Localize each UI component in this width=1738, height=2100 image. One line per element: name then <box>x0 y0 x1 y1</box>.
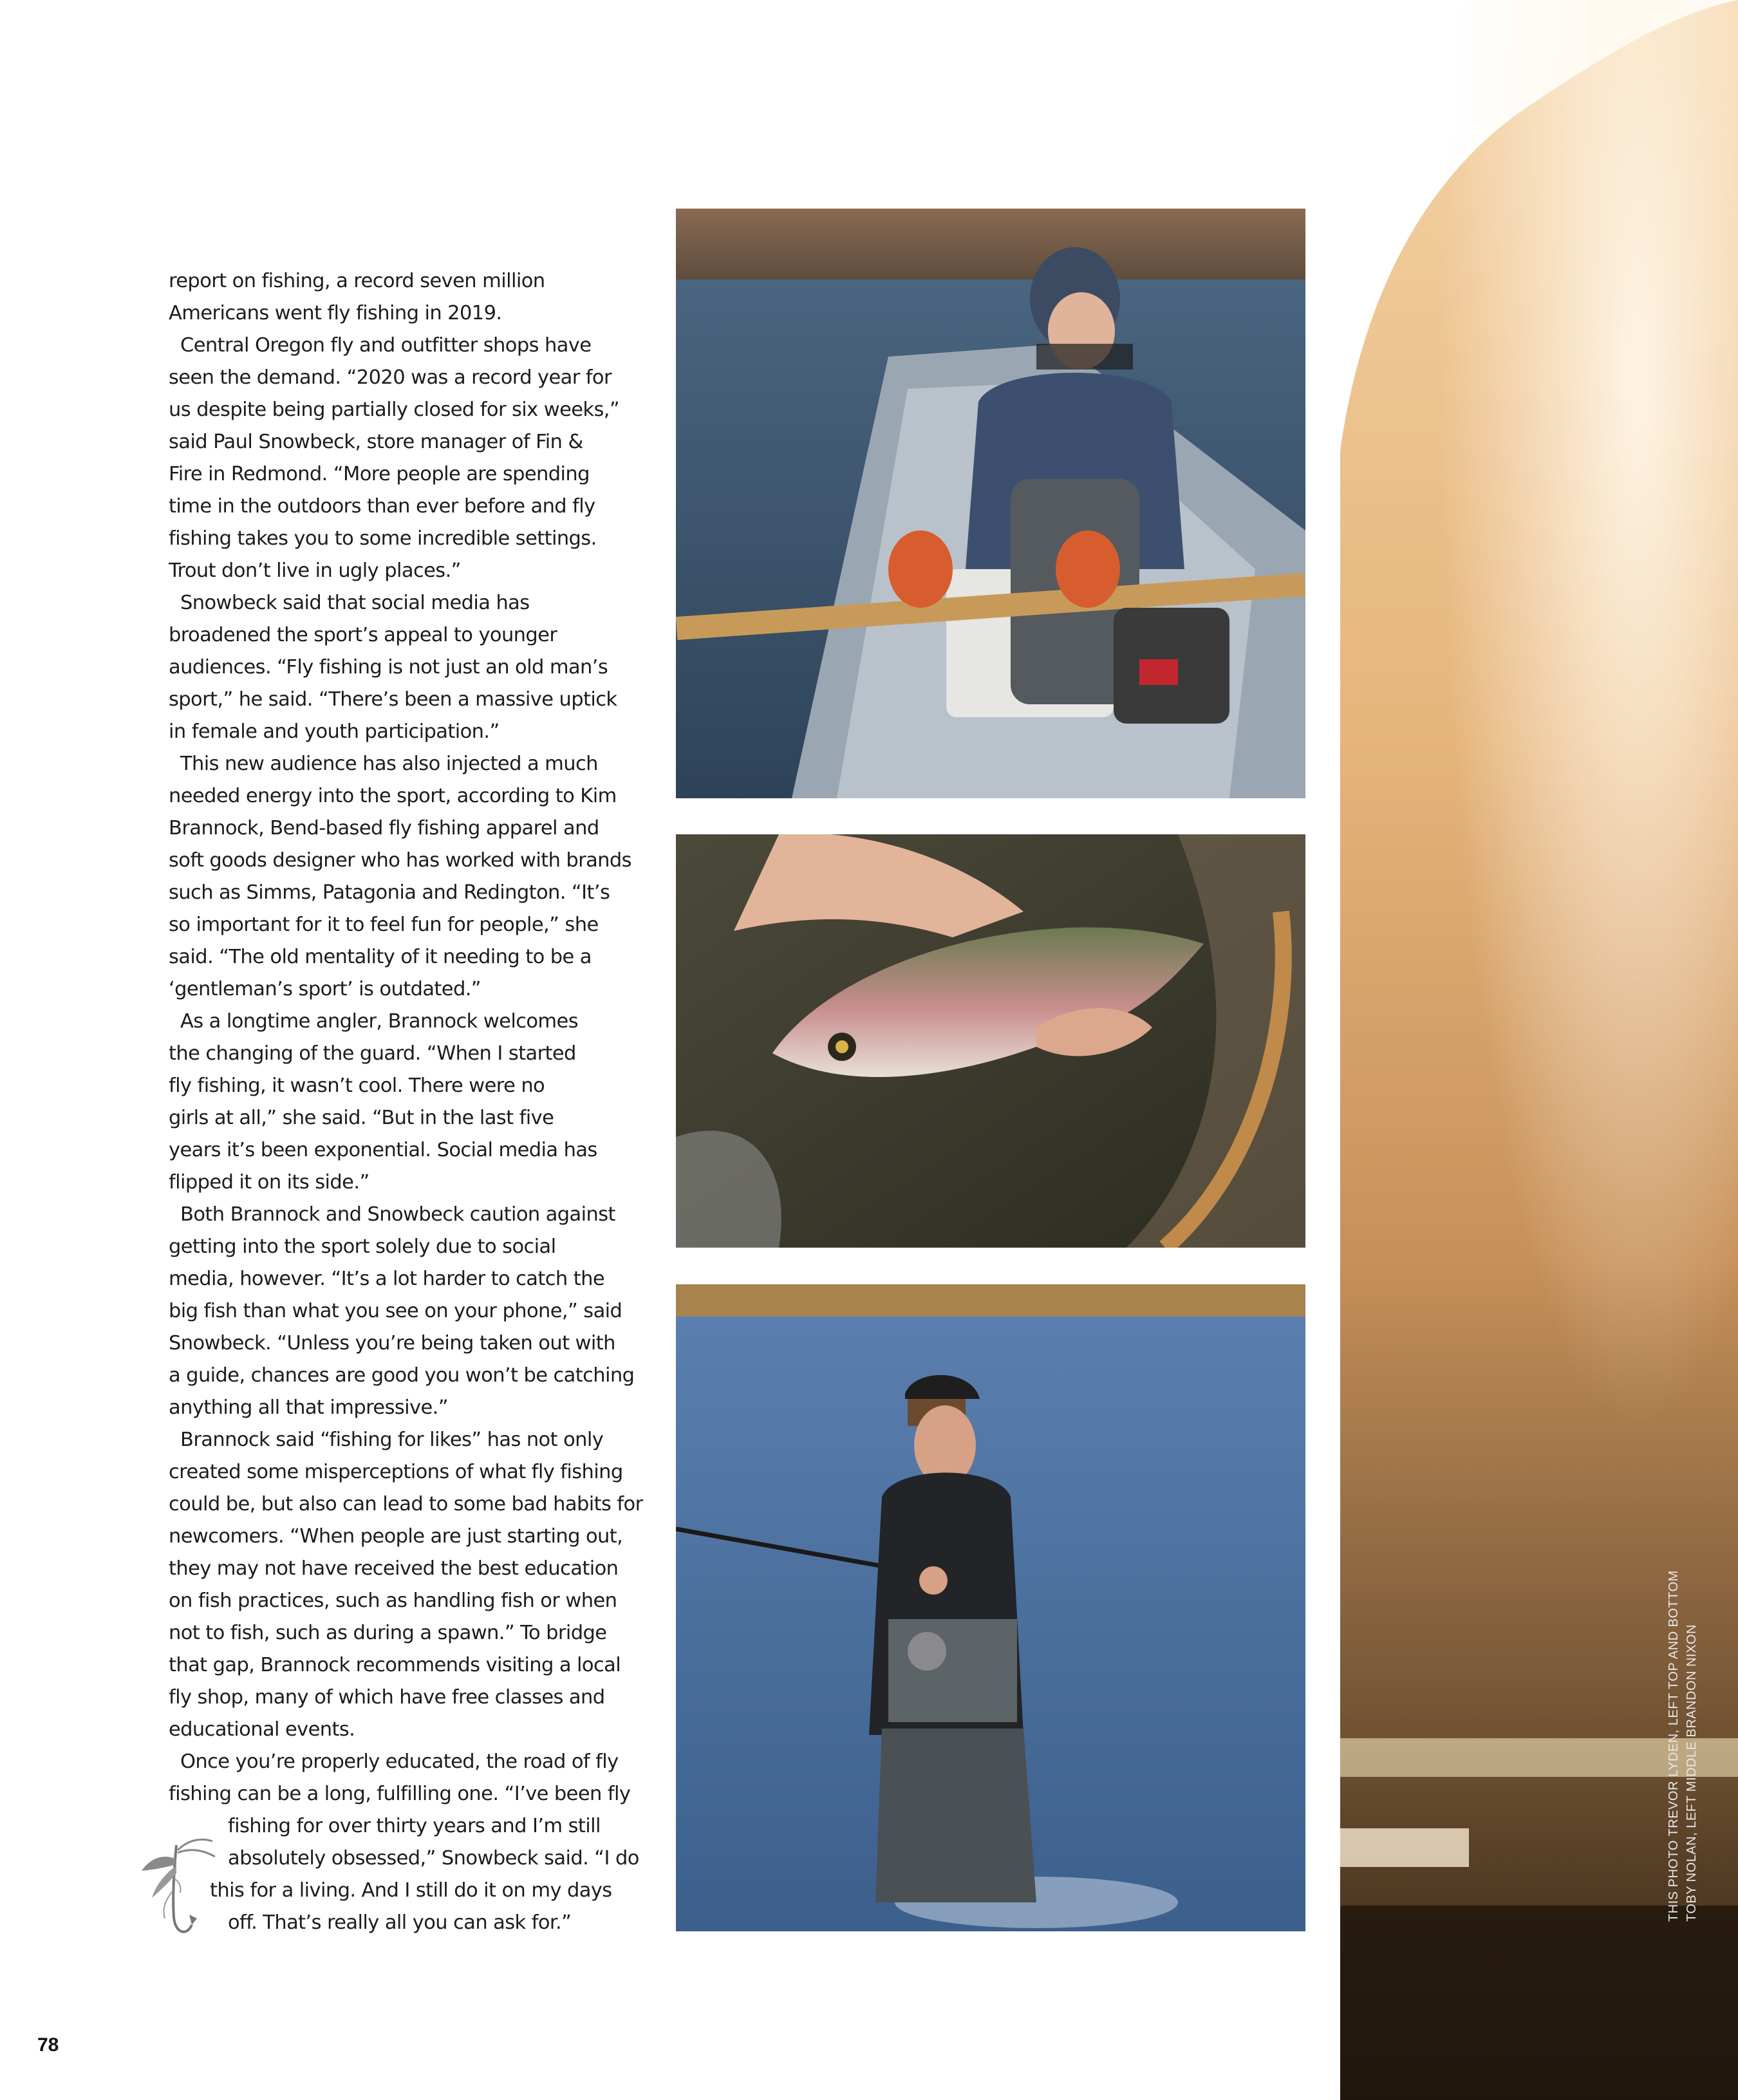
article-line: Central Oregon fly and outfitter shops have <box>180 334 592 357</box>
article-line: Snowbeck said that social media has <box>180 592 530 614</box>
article-line: ‘gentleman’s sport’ is outdated.” <box>169 978 481 1000</box>
fly-hook-icon <box>136 1833 227 1943</box>
article-line: Snowbeck. “Unless you’re being taken out with <box>169 1332 615 1355</box>
article-line: Americans went fly fishing in 2019. <box>169 302 502 324</box>
article-line: educational events. <box>169 1718 355 1741</box>
photo-wading-angler <box>676 1284 1305 1931</box>
article-line: could be, but also can lead to some bad habits for <box>169 1493 643 1515</box>
article-line: big fish than what you see on your phone,” said <box>169 1300 622 1322</box>
article-line: fishing takes you to some incredible settings. <box>169 527 597 550</box>
article-line: Once you’re properly educated, the road of fly <box>180 1750 619 1773</box>
article-line: this for a living. And I still do it on my days <box>210 1879 612 1902</box>
article-line: fly shop, many of which have free classes and <box>169 1686 605 1709</box>
article-line: such as Simms, Patagonia and Redington. “It’s <box>169 881 610 904</box>
article-line: Fire in Redmond. “More people are spending <box>169 463 590 485</box>
article-line: absolutely obsessed,” Snowbeck said. “I do <box>228 1847 639 1870</box>
article-body <box>169 265 643 1939</box>
article-line: needed energy into the sport, according to Kim <box>169 785 617 807</box>
article-line: in female and youth participation.” <box>169 720 500 743</box>
article-line: created some misperceptions of what fly fishing <box>169 1461 623 1483</box>
article-line: said. “The old mentality of it needing to be a <box>169 946 592 968</box>
article-line: Trout don’t live in ugly places.” <box>169 559 461 582</box>
photo-credit <box>1665 1570 1701 1922</box>
article-line: a guide, chances are good you won’t be catching <box>169 1364 635 1387</box>
article-line: broadened the sport’s appeal to younger <box>169 624 557 646</box>
article-line: the changing of the guard. “When I started <box>169 1042 576 1065</box>
article-line: anything all that impressive.” <box>169 1396 448 1419</box>
article-line: report on fishing, a record seven million <box>169 270 545 292</box>
article-line: newcomers. “When people are just starting out, <box>169 1525 623 1548</box>
article-line: Brannock said “fishing for likes” has not only <box>180 1429 604 1451</box>
article-line: sport,” he said. “There’s been a massive uptick <box>169 688 617 711</box>
article-line: girls at all,” she said. “But in the last five <box>169 1107 554 1129</box>
article-line: soft goods designer who has worked with brands <box>169 849 631 872</box>
article-line: As a longtime angler, Brannock welcomes <box>180 1010 578 1033</box>
article-line: fly fishing, it wasn’t cool. There were no <box>169 1074 545 1097</box>
article-line: audiences. “Fly fishing is not just an old man’s <box>169 656 608 679</box>
article-line: on fish practices, such as handling fish or when <box>169 1589 617 1612</box>
article-line: time in the outdoors than ever before and fly <box>169 495 595 518</box>
article-line: fishing for over thirty years and I’m still <box>228 1815 601 1837</box>
article-line: flipped it on its side.” <box>169 1171 369 1194</box>
article-line: getting into the sport solely due to social <box>169 1235 556 1258</box>
article-line: This new audience has also injected a much <box>180 753 598 775</box>
photo-rainbow-trout <box>676 834 1305 1248</box>
article-line: fishing can be a long, fulfilling one. “I’ve been fly <box>169 1783 631 1805</box>
article-line: years it’s been exponential. Social media has <box>169 1139 597 1161</box>
article-line: not to fish, such as during a spawn.” To bridge <box>169 1622 607 1644</box>
article-line: they may not have received the best education <box>169 1557 619 1580</box>
photo-credit-line: TOBY NOLAN, LEFT MIDDLE BRANDON NIXON <box>1685 1624 1699 1922</box>
page-number: 78 <box>37 2034 59 2056</box>
article-line: media, however. “It’s a lot harder to catch the <box>169 1268 605 1290</box>
article-line: us despite being partially closed for six weeks,” <box>169 398 620 421</box>
article-line: seen the demand. “2020 was a record year for <box>169 366 612 389</box>
article-line: Both Brannock and Snowbeck caution against <box>180 1203 615 1226</box>
article-line: said Paul Snowbeck, store manager of Fin & <box>169 431 583 453</box>
article-line: off. That’s really all you can ask for.” <box>228 1911 572 1934</box>
article-line: that gap, Brannock recommends visiting a local <box>169 1654 621 1676</box>
photo-drift-boat-angler <box>676 209 1305 798</box>
photo-credit-line: THIS PHOTO TREVOR LYDEN, LEFT TOP AND BOTTOM <box>1667 1570 1681 1922</box>
article-line: so important for it to feel fun for people,” she <box>169 914 599 936</box>
article-line: Brannock, Bend-based fly fishing apparel and <box>169 817 599 839</box>
